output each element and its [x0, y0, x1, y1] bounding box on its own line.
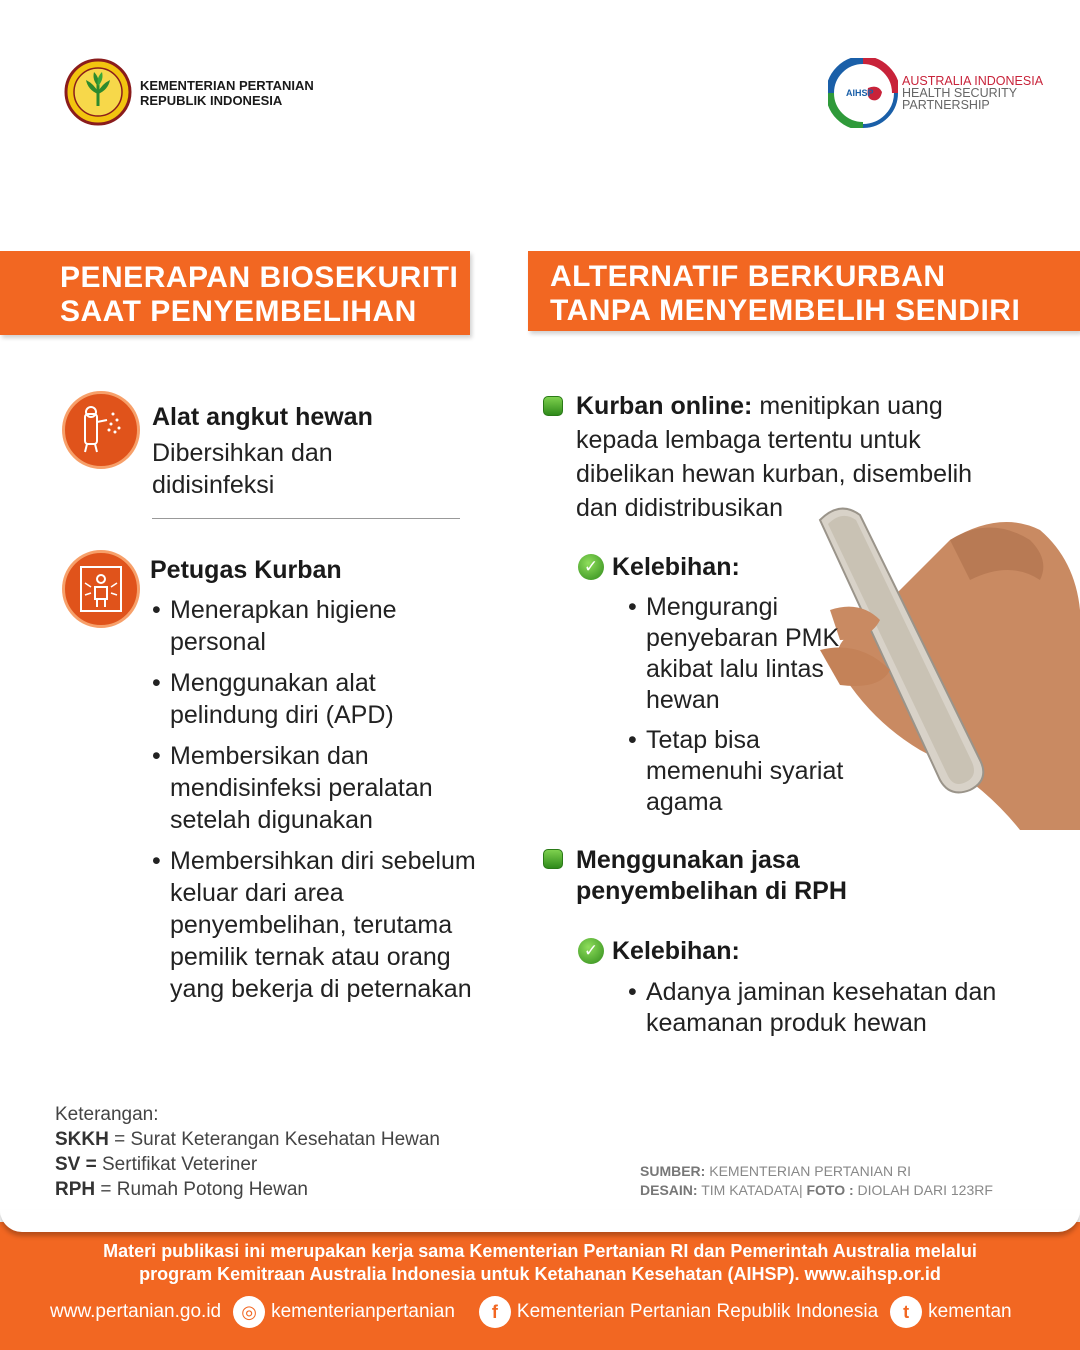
left-heading-line1: PENERAPAN BIOSEKURITI	[60, 261, 459, 294]
aihsp-line2: HEALTH SECURITY	[902, 86, 1018, 100]
instagram-icon[interactable]: ◎	[233, 1296, 265, 1328]
ministry-line2: REPUBLIK INDONESIA	[140, 93, 283, 108]
aihsp-line3: PARTNERSHIP	[902, 98, 990, 112]
list-item: • Mengurangi penyebaran PMK akibat lalu lintas hewan	[628, 592, 858, 716]
officer-hygiene-icon	[62, 550, 140, 628]
note-def: Sertifikat Veteriner	[96, 1154, 258, 1175]
left-section-heading	[0, 251, 470, 335]
note-abbr: SV =	[55, 1154, 97, 1175]
item2-bullet-list	[150, 594, 480, 1014]
website-link[interactable]: www.pertanian.go.id	[50, 1301, 222, 1322]
note-row	[55, 1177, 440, 1202]
list-item: • Menggunakan alat pelindung diri (APD)	[150, 667, 480, 731]
note-abbr: SKKH	[55, 1129, 109, 1150]
list-item: • Adanya jaminan kesehatan dan keamanan produk hewan	[628, 977, 1008, 1039]
item1-title: Alat angkut hewan	[152, 403, 373, 431]
check-icon: ✓	[578, 938, 604, 964]
item2-title: Petugas Kurban	[150, 556, 342, 584]
desain-label: DESAIN:	[640, 1182, 698, 1198]
aihsp-australia: AUSTRALIA	[902, 74, 971, 88]
green-bullet-icon	[543, 396, 563, 416]
check-icon: ✓	[578, 554, 604, 580]
footer-line2: program Kemitraan Australia Indonesia untuk Ketahanan Kesehatan (AIHSP). www.aihsp.or.id	[139, 1264, 941, 1284]
note-def: = Rumah Potong Hewan	[95, 1179, 308, 1200]
divider	[152, 518, 460, 519]
ministry-name	[140, 78, 314, 108]
right-section-heading	[528, 251, 1080, 331]
option1-desc: menitipkan uang kepada lembaga tertentu untuk dibelikan hewan kurban, disembelih dan didistribusikan	[576, 392, 973, 522]
aihsp-badge: AIHSP	[846, 88, 874, 98]
green-bullet-icon	[543, 849, 563, 869]
right-heading-line2: TANPA MENYEMBELIH SENDIRI	[550, 294, 1021, 327]
facebook-icon[interactable]: f	[479, 1296, 511, 1328]
source-credits	[640, 1162, 993, 1200]
option1-adv-label: Kelebihan:	[612, 553, 740, 581]
kementan-logo	[64, 58, 132, 126]
instagram-link[interactable]: kementerianpertanian	[271, 1301, 455, 1322]
footer-statement	[0, 1240, 1080, 1286]
note-row	[55, 1152, 440, 1177]
facebook-link[interactable]: Kementerian Pertanian Republik Indonesia	[516, 1301, 879, 1322]
item1-body: Dibersihkan dan didisinfeksi	[152, 439, 333, 499]
left-heading-line2: SAAT PENYEMBELIHAN	[60, 295, 417, 328]
foto-label: FOTO :	[806, 1182, 854, 1198]
twitter-link[interactable]: kementan	[928, 1301, 1012, 1322]
list-item: • Menerapkan higiene personal	[150, 594, 480, 658]
footer-links	[50, 1296, 1012, 1328]
option2-adv-list	[628, 977, 1008, 1048]
foto-value: DIOLAH DARI 123RF	[853, 1182, 993, 1198]
notes	[55, 1102, 440, 1202]
aihsp-indonesia: INDONESIA	[974, 74, 1044, 88]
option1-adv-list	[628, 592, 858, 827]
note-def: = Surat Keterangan Kesehatan Hewan	[108, 1129, 440, 1150]
note-abbr: RPH	[55, 1179, 96, 1200]
sumber-label: SUMBER:	[640, 1163, 706, 1179]
notes-label: Keterangan:	[55, 1104, 159, 1125]
list-item: • Membersihkan diri sebelum keluar dari area penyembelihan, terutama pemilik ternak atau orang yang bekerja di peternakan	[150, 845, 480, 1005]
sumber-value: KEMENTERIAN PERTANIAN RI	[705, 1163, 911, 1179]
option2-adv-label: Kelebihan:	[612, 937, 740, 965]
aihsp-logo	[828, 58, 898, 128]
option2-title: Menggunakan jasa penyembelihan di RPH	[576, 846, 847, 905]
disinfect-vehicle-icon	[62, 391, 140, 469]
list-item: • Tetap bisa memenuhi syariat agama	[628, 725, 858, 818]
footer-curve	[0, 1210, 1080, 1232]
twitter-icon[interactable]: t	[890, 1296, 922, 1328]
aihsp-name	[902, 75, 1043, 111]
list-item: • Membersikan dan mendisinfeksi peralatan setelah digunakan	[150, 740, 480, 836]
ministry-line1: KEMENTERIAN PERTANIAN	[140, 78, 314, 93]
desain-value: TIM KATADATA|	[697, 1182, 807, 1198]
option1-text	[576, 389, 976, 525]
footer-line1: Materi publikasi ini merupakan kerja sama Kementerian Pertanian RI dan Pemerintah Australia melalui	[103, 1241, 977, 1261]
right-heading-line1: ALTERNATIF BERKURBAN	[550, 260, 946, 293]
option1-bold: Kurban online:	[576, 392, 753, 420]
note-row	[55, 1127, 440, 1152]
